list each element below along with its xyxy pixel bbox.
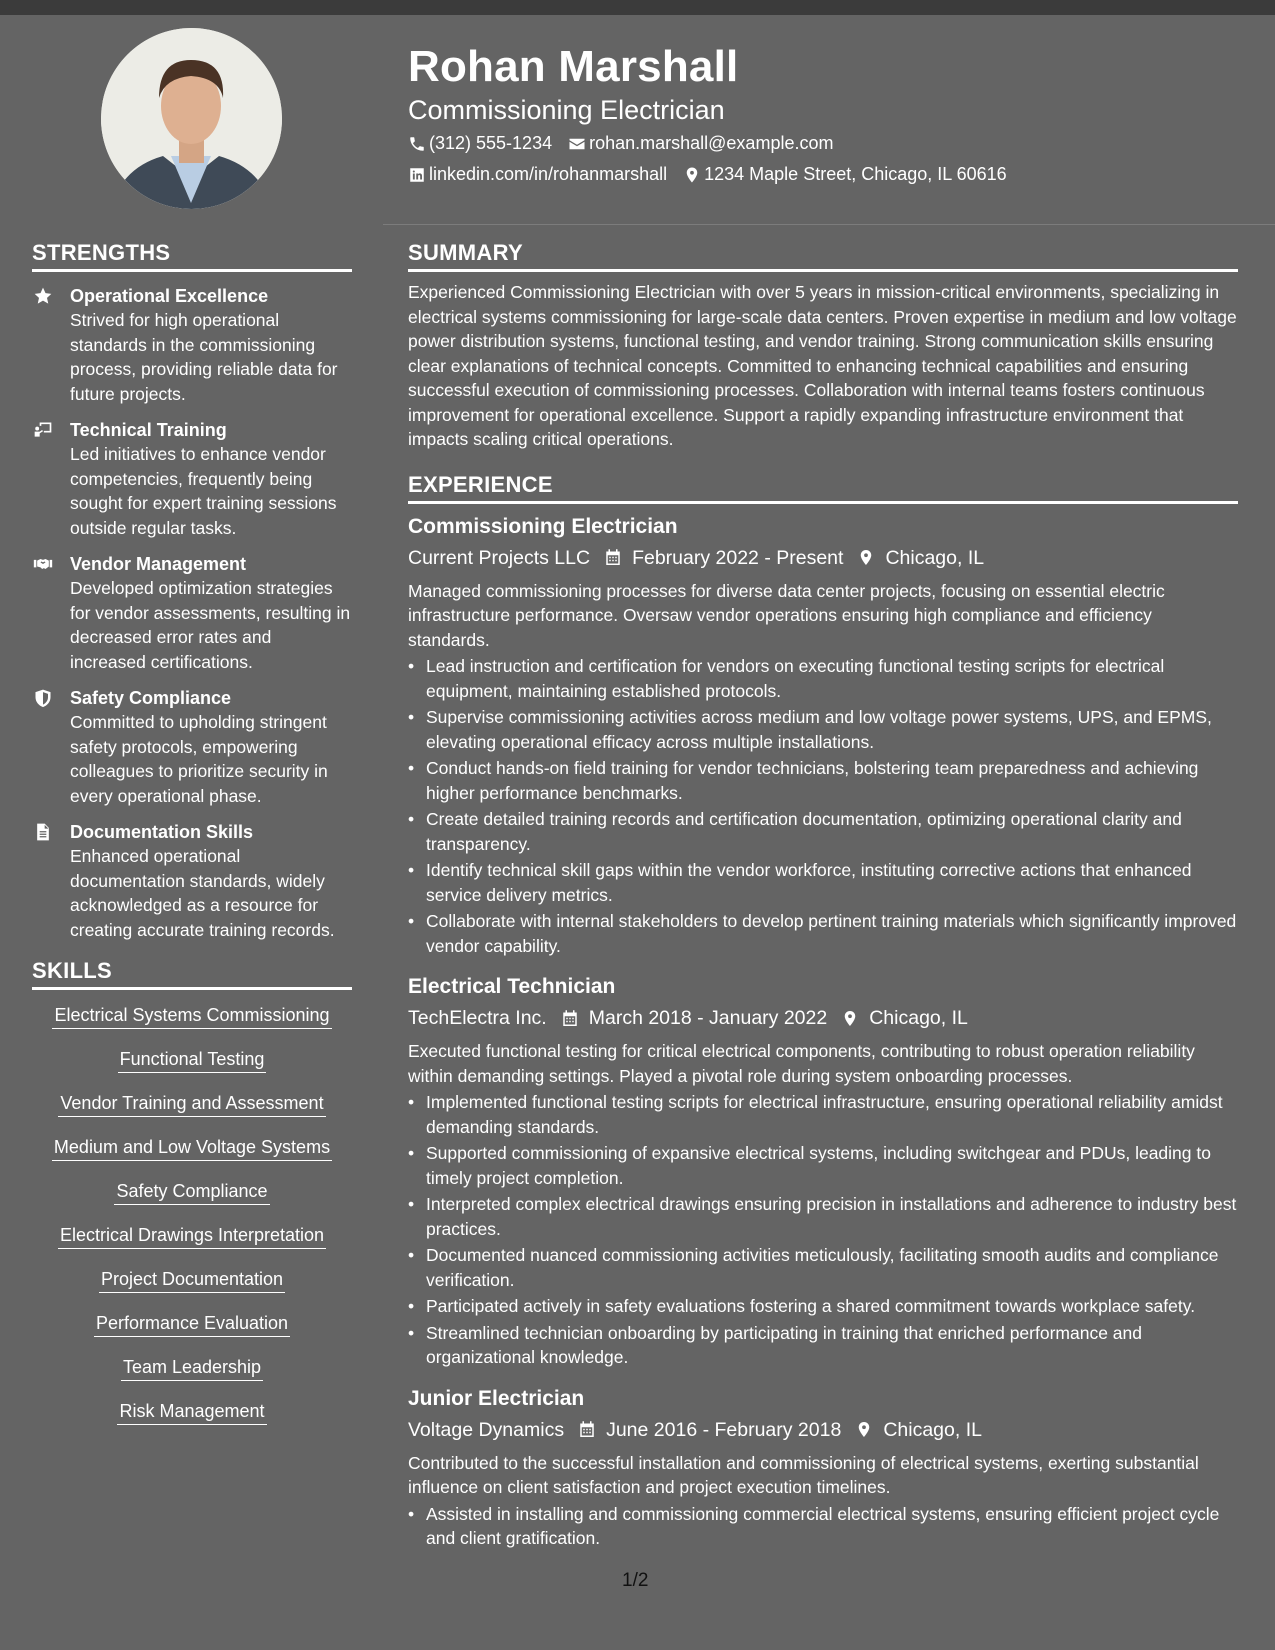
skill-item (32, 1222, 352, 1266)
job-location: Chicago, IL (883, 1418, 982, 1441)
job-bullet: • Lead instruction and certification for vendors on executing functional testing scripts for electrical equipment, maintaining established protocols. (408, 654, 1238, 703)
map-marker-icon (857, 548, 875, 567)
skill-label: Performance Evaluation (94, 1310, 290, 1337)
skill-label: Functional Testing (118, 1046, 267, 1073)
job-bullet: • Participated actively in safety evaluations fostering a shared commitment towards workplace safety. (408, 1294, 1238, 1319)
skills-list (32, 1002, 352, 1442)
skill-label: Team Leadership (121, 1354, 263, 1381)
job-description: Contributed to the successful installation and commissioning of electrical systems, exerting substantial influence on client satisfaction and project execution timelines. (408, 1452, 1199, 1497)
job-bullet: • Documented nuanced commissioning activities meticulously, facilitating smooth audits and compliance verification. (408, 1243, 1238, 1292)
strength-title: Safety Compliance (70, 688, 232, 708)
job-location: Chicago, IL (885, 546, 985, 569)
job-meta (408, 1003, 1238, 1033)
summary-text: Experienced Commissioning Electrician with over 5 years in mission-critical environments, specializing in electrical systems commissioning for large-scale data centers. Proven expertise in medium and low voltage power distribution systems, functional testing, and vendor training. Strong communication skills ensuring clear explanations of technical concepts. Committed to enhancing technical capabilities and ensuring successful execution of commissioning processes. Collaboration with internal teams fosters continuous improvement for operational excellence. Support a rapidly expanding infrastructure environment that impacts scaling critical operations. (408, 282, 1237, 449)
calendar-icon (561, 1009, 579, 1028)
job-meta (408, 543, 1238, 573)
candidate-name: Rohan Marshall (408, 42, 739, 91)
job-entry (408, 512, 1238, 959)
job-dates: March 2018 - January 2022 (588, 1007, 828, 1029)
top-bar (0, 0, 1275, 15)
handshake-icon (32, 554, 54, 574)
profile-photo (101, 28, 282, 209)
job-bullet: • Implemented functional testing scripts for electrical infrastructure, ensuring operational reliability amidst demanding standards. (408, 1090, 1238, 1139)
contact-row-2 (408, 164, 1023, 185)
job-bullet: • Conduct hands-on field training for vendor technicians, bolstering team preparedness and achieving higher performance benchmarks. (408, 756, 1238, 805)
skill-label: Electrical Drawings Interpretation (58, 1222, 326, 1249)
summary-heading: SUMMARY (408, 240, 1238, 272)
address-contact (683, 164, 1007, 185)
skill-item (32, 1002, 352, 1046)
contact-row-1 (408, 133, 849, 154)
skill-item (32, 1398, 352, 1442)
skill-item (32, 1266, 352, 1310)
linkedin-contact[interactable] (408, 164, 667, 185)
skill-label: Risk Management (117, 1398, 266, 1425)
candidate-title: Commissioning Electrician (408, 95, 725, 125)
strength-desc: Strived for high operational standards in the commissioning process, providing reliable data for future projects. (70, 310, 338, 404)
job-bullet: • Interpreted complex electrical drawings ensuring precision in installations and adherence to industry best practices. (408, 1192, 1238, 1241)
strength-title: Documentation Skills (70, 822, 254, 842)
job-role: Junior Electrician (408, 1386, 585, 1410)
strength-desc: Developed optimization strategies for vendor assessments, resulting in decreased error rates and increased certifications. (70, 578, 351, 672)
job-bullets (408, 1090, 1238, 1370)
strength-item (32, 686, 352, 808)
page-number: 1/2 (622, 1570, 649, 1591)
skill-item (32, 1310, 352, 1354)
map-marker-icon (855, 1420, 873, 1439)
job-bullet: • Supported commissioning of expansive electrical systems, including switchgear and PDUs, leading to timely project completion. (408, 1141, 1238, 1190)
job-bullets (408, 1502, 1238, 1551)
strengths-heading: STRENGTHS (32, 240, 352, 272)
linkedin-icon (408, 166, 426, 184)
strength-item (32, 552, 352, 674)
phone-text: (312) 555-1234 (429, 133, 553, 153)
map-marker-icon (683, 166, 701, 184)
chalkboard-teacher-icon (32, 420, 54, 440)
phone-icon (408, 135, 426, 153)
skill-item (32, 1134, 352, 1178)
job-entry (408, 972, 1238, 1370)
calendar-icon (604, 548, 622, 567)
skill-item (32, 1046, 352, 1090)
job-role: Commissioning Electrician (408, 514, 678, 538)
job-bullet: • Identify technical skill gaps within the vendor workforce, instituting corrective actions that enhanced service delivery metrics. (408, 858, 1238, 907)
email-contact[interactable] (568, 133, 833, 154)
experience-heading: EXPERIENCE (408, 472, 1238, 504)
strength-item (32, 418, 352, 540)
job-description: Executed functional testing for critical electrical components, contributing to robust operation reliability within demanding settings. Played a pivotal role during system onboarding processes. (408, 1041, 1195, 1086)
job-role: Electrical Technician (408, 975, 616, 998)
left-column (32, 240, 352, 1442)
phone-contact (408, 133, 552, 154)
document-icon (32, 822, 54, 842)
address-text: 1234 Maple Street, Chicago, IL 60616 (704, 164, 1007, 184)
job-bullets (408, 654, 1238, 958)
strengths-list (32, 284, 352, 942)
skill-label: Vendor Training and Assessment (58, 1090, 325, 1117)
strength-title: Technical Training (70, 420, 227, 440)
job-bullet: • Supervise commissioning activities across medium and low voltage power systems, UPS, and EPMS, elevating operational efficacy across multiple installations. (408, 705, 1238, 754)
header-divider (383, 224, 1275, 225)
job-company: Current Projects LLC (408, 546, 591, 569)
job-location: Chicago, IL (869, 1007, 968, 1029)
star-icon (32, 286, 54, 306)
skill-item (32, 1354, 352, 1398)
strength-item (32, 284, 352, 406)
job-bullet: • Assisted in installing and commissioning commercial electrical systems, ensuring efficient project cycle and client gratification. (408, 1502, 1238, 1551)
email-text[interactable]: rohan.marshall@example.com (589, 133, 834, 153)
envelope-icon (568, 135, 586, 153)
skill-label: Medium and Low Voltage Systems (52, 1134, 332, 1161)
skill-label: Electrical Systems Commissioning (52, 1002, 331, 1029)
skill-item (32, 1090, 352, 1134)
strength-desc: Led initiatives to enhance vendor competencies, frequently being sought for expert training sessions outside regular tasks. (70, 444, 337, 538)
skill-item (32, 1178, 352, 1222)
skills-heading: SKILLS (32, 958, 352, 990)
job-company: TechElectra Inc. (408, 1007, 547, 1029)
shield-icon (32, 688, 54, 708)
skill-label: Safety Compliance (114, 1178, 269, 1205)
strength-item (32, 820, 352, 942)
map-marker-icon (841, 1009, 859, 1028)
job-entry (408, 1384, 1238, 1551)
linkedin-text[interactable]: linkedin.com/in/rohanmarshall (429, 164, 668, 184)
strength-desc: Committed to upholding stringent safety protocols, empowering colleagues to prioritize security in every operational phase. (70, 712, 328, 806)
job-dates: June 2016 - February 2018 (606, 1418, 842, 1441)
skill-label: Project Documentation (99, 1266, 285, 1293)
calendar-icon (578, 1420, 596, 1439)
strength-title: Operational Excellence (70, 286, 269, 306)
job-company: Voltage Dynamics (408, 1418, 565, 1441)
job-bullet: • Create detailed training records and certification documentation, optimizing operational clarity and transparency. (408, 807, 1238, 856)
strength-title: Vendor Management (70, 554, 247, 574)
strength-desc: Enhanced operational documentation standards, widely acknowledged as a resource for creating accurate training records. (70, 846, 335, 940)
job-meta (408, 1415, 1238, 1445)
job-bullet: • Streamlined technician onboarding by participating in training that enriched performance and organizational knowledge. (408, 1321, 1238, 1370)
job-description: Managed commissioning processes for diverse data center projects, focusing on essential electric infrastructure performance. Oversaw vendor operations ensuring high compliance and efficiency standards. (408, 580, 1165, 650)
job-dates: February 2022 - Present (632, 546, 844, 569)
job-bullet: • Collaborate with internal stakeholders to develop pertinent training materials which significantly improved vendor capability. (408, 909, 1238, 958)
right-column (408, 240, 1238, 1553)
